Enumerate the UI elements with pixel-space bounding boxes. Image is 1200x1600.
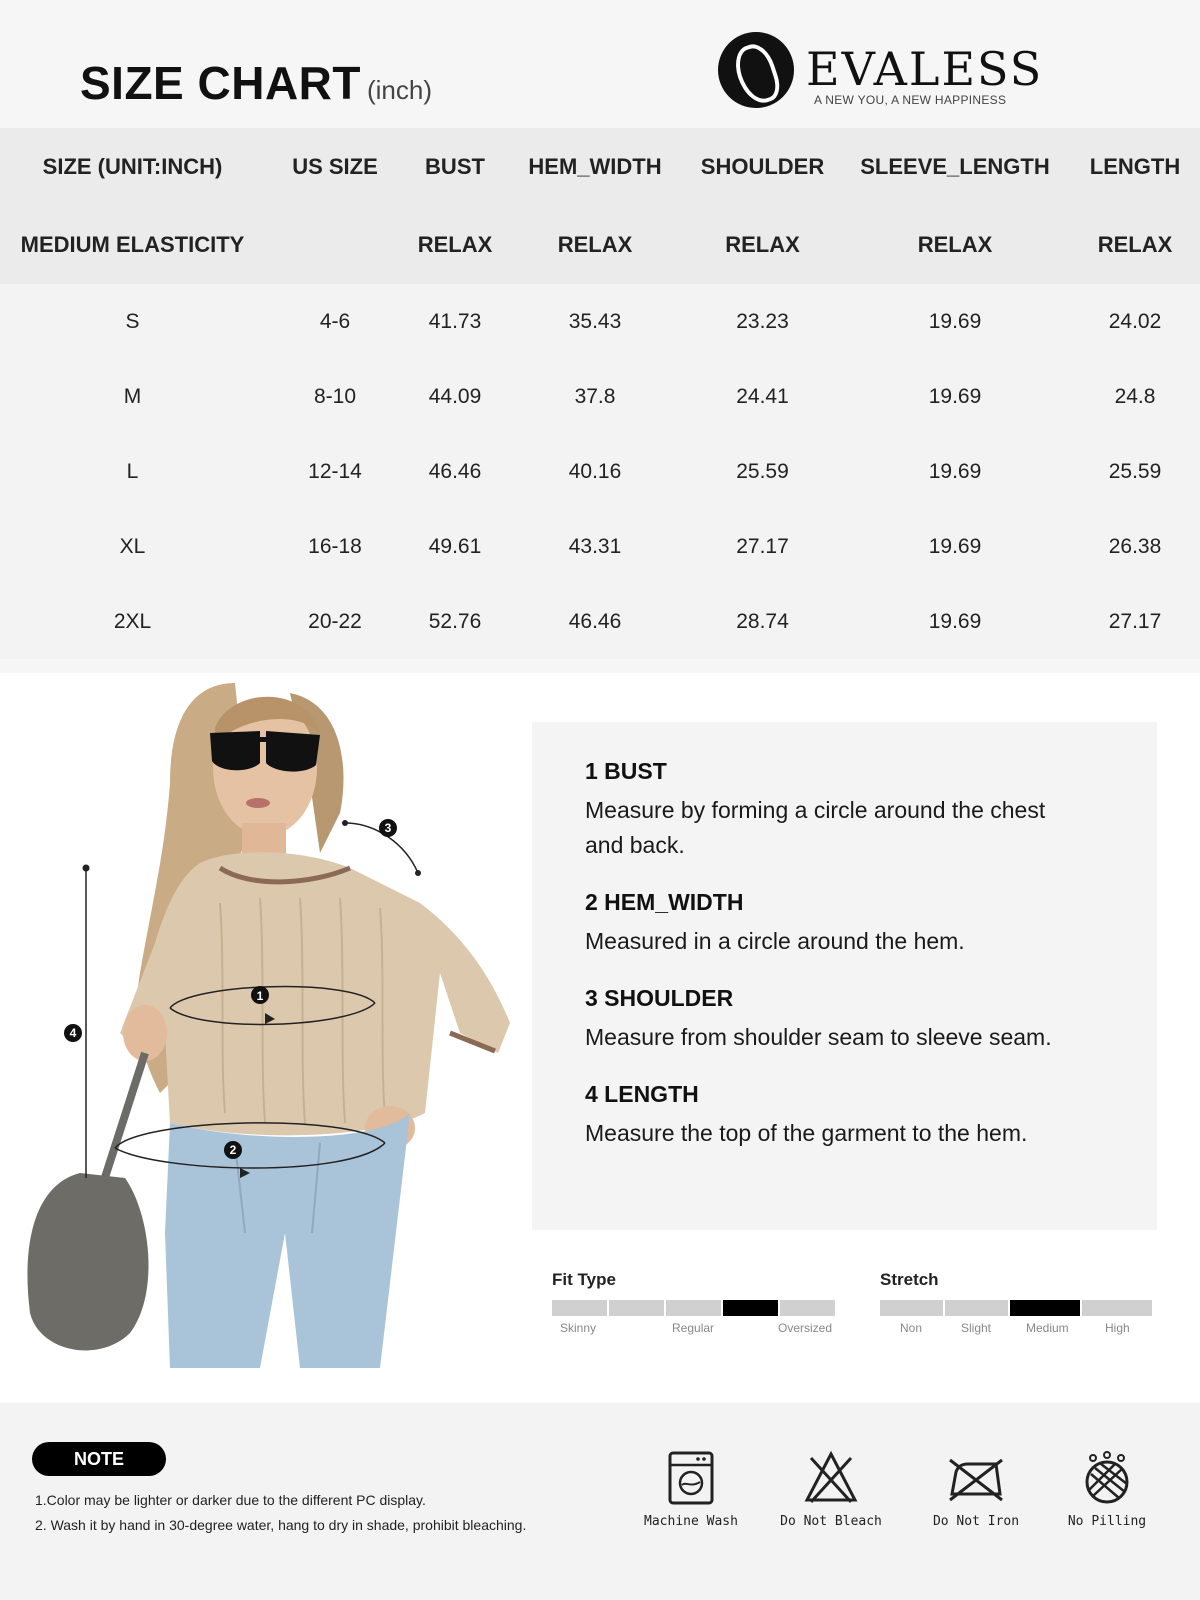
scale-segment	[552, 1300, 607, 1316]
unit-label: (inch)	[367, 75, 433, 105]
table-header-cell: SIZE (UNIT:INCH)	[42, 154, 223, 179]
brand-logo	[718, 32, 1044, 116]
care-label: Do Not Iron	[932, 1514, 1020, 1529]
brand-logo-icon	[718, 32, 794, 108]
table-subheader-cell: RELAX	[417, 232, 493, 257]
header	[0, 0, 1200, 128]
note-line: 1.Color may be lighter or darker due to the different PC display.	[35, 1492, 426, 1508]
table-cell: 19.69	[928, 534, 982, 558]
table-cell: 40.16	[568, 459, 622, 483]
note-badge: NOTE	[32, 1442, 166, 1476]
table-cell: 12-14	[308, 459, 362, 483]
size-table	[0, 128, 1200, 659]
measure-desc: Measured in a circle around the hem.	[585, 928, 965, 954]
brand-tagline: A NEW YOU, A NEW HAPPINESS	[814, 93, 1007, 107]
fit-label: Oversized	[778, 1321, 833, 1335]
measure-title: 2 HEM_WIDTH	[585, 889, 744, 915]
table-subheader-cell: RELAX	[1097, 232, 1173, 257]
table-header-cell: SHOULDER	[700, 154, 825, 179]
table-cell: 52.76	[428, 609, 482, 633]
table-row	[0, 359, 1200, 434]
stretch-label: Medium	[1026, 1321, 1069, 1335]
scale-segment	[723, 1300, 778, 1316]
table-header-cell: LENGTH	[1089, 154, 1181, 179]
table-cell: 41.73	[428, 309, 482, 333]
scale-segment	[780, 1300, 835, 1316]
marker-3	[379, 819, 397, 837]
table-row	[0, 509, 1200, 584]
table-cell: 46.46	[428, 459, 482, 483]
table-row	[0, 284, 1200, 359]
table-header-cell: US SIZE	[292, 154, 378, 179]
care-no-pilling	[1052, 1450, 1162, 1529]
table-cell: 35.43	[568, 309, 622, 333]
table-subheader-cell: RELAX	[725, 232, 800, 257]
table-cell: 16-18	[308, 534, 362, 558]
fit-type-scale	[552, 1270, 837, 1337]
stretch-labels	[880, 1321, 1158, 1337]
page-title: SIZE CHART (inch)	[80, 57, 433, 109]
table-cell: 8-10	[313, 384, 357, 408]
care-label: Machine Wash	[644, 1514, 738, 1529]
table-cell: XL	[119, 534, 146, 558]
table-cell: 19.69	[928, 309, 982, 333]
table-row	[0, 434, 1200, 509]
table-cell: 19.69	[928, 459, 982, 483]
table-cell: 28.74	[736, 609, 789, 633]
fit-type-bars	[552, 1300, 837, 1316]
measure-length	[585, 1081, 1157, 1151]
table-cell: L	[126, 459, 139, 483]
machine-wash-icon	[667, 1450, 715, 1506]
measure-desc: Measure by forming a circle around the chest and back.	[585, 797, 1046, 858]
fit-label: Skinny	[560, 1321, 597, 1335]
table-subheader-cell	[265, 206, 405, 284]
table-cell: S	[125, 309, 140, 333]
marker-4	[64, 1024, 82, 1042]
scale-segment	[880, 1300, 943, 1316]
measure-desc: Measure the top of the garment to the hem.	[585, 1120, 1028, 1146]
scale-segment	[1082, 1300, 1152, 1316]
stretch-title: Stretch	[880, 1270, 939, 1289]
scale-segment	[945, 1300, 1008, 1316]
table-cell: 23.23	[736, 309, 789, 333]
table-header-cell: SLEEVE_LENGTH	[860, 154, 1050, 179]
table-cell: 24.41	[736, 384, 789, 408]
table-cell: 20-22	[308, 609, 362, 633]
table-cell: 4-6	[319, 309, 351, 333]
measure-desc: Measure from shoulder seam to sleeve seam.	[585, 1024, 1052, 1050]
care-do-not-iron	[921, 1450, 1031, 1529]
brand-name: EVALESS	[806, 42, 1044, 96]
table-subheader-cell: RELAX	[917, 232, 993, 257]
table-cell: M	[123, 384, 142, 408]
measure-title: 4 LENGTH	[585, 1081, 699, 1107]
marker-2	[224, 1141, 242, 1159]
measure-shoulder	[585, 985, 1157, 1055]
measurement-guide	[532, 722, 1157, 1230]
table-subheader-cell: RELAX	[557, 232, 633, 257]
stretch-label: Non	[900, 1321, 923, 1335]
table-subheader-cell: MEDIUM ELASTICITY	[20, 232, 245, 257]
stretch-label: Slight	[961, 1321, 992, 1335]
table-subheader-row	[0, 206, 1200, 284]
table-header-cell: HEM_WIDTH	[528, 154, 662, 179]
table-cell: 2XL	[113, 609, 152, 633]
table-cell: 19.69	[928, 384, 982, 408]
care-label: No Pilling	[1067, 1514, 1147, 1529]
no-pilling-icon	[1079, 1450, 1135, 1506]
measure-bust	[585, 758, 1157, 863]
table-header-row	[0, 128, 1200, 206]
table-cell: 24.8	[1114, 384, 1156, 408]
table-cell: 27.17	[736, 534, 789, 558]
table-cell: 25.59	[736, 459, 789, 483]
do-not-bleach-icon	[803, 1450, 859, 1506]
stretch-bars	[880, 1300, 1158, 1316]
marker-1	[251, 986, 269, 1004]
care-machine-wash	[636, 1450, 746, 1529]
table-row	[0, 584, 1200, 659]
table-cell: 24.02	[1108, 309, 1162, 333]
do-not-iron-icon	[946, 1450, 1006, 1506]
table-cell: 49.61	[428, 534, 482, 558]
scale-segment	[609, 1300, 664, 1316]
table-cell: 27.17	[1108, 609, 1162, 633]
scale-segment	[666, 1300, 721, 1316]
table-cell: 44.09	[428, 384, 482, 408]
table-cell: 43.31	[568, 534, 622, 558]
svg-text:2: 2	[229, 1143, 237, 1157]
table-header-cell: BUST	[425, 154, 485, 179]
stretch-label: High	[1105, 1321, 1130, 1335]
table-cell: 26.38	[1108, 534, 1162, 558]
table-cell: 46.46	[568, 609, 622, 633]
model-figure	[20, 673, 530, 1368]
fit-type-title: Fit Type	[552, 1270, 616, 1289]
care-label: Do Not Bleach	[780, 1514, 882, 1529]
fit-type-labels	[552, 1321, 837, 1337]
svg-text:1: 1	[256, 989, 264, 1003]
note-line: 2. Wash it by hand in 30-degree water, hang to dry in shade, prohibit bleaching.	[35, 1517, 527, 1533]
svg-text:3: 3	[384, 821, 392, 835]
scale-segment	[1010, 1300, 1080, 1316]
measure-title: 3 SHOULDER	[585, 985, 734, 1011]
table-cell: 37.8	[574, 384, 616, 408]
fit-label: Regular	[672, 1321, 715, 1335]
measure-hem-width	[585, 889, 1157, 959]
table-cell: 19.69	[928, 609, 982, 633]
table-cell: 25.59	[1108, 459, 1162, 483]
care-do-not-bleach	[776, 1450, 886, 1529]
stretch-scale	[880, 1270, 1158, 1337]
svg-text:4: 4	[69, 1026, 77, 1040]
measure-title: 1 BUST	[585, 758, 667, 784]
